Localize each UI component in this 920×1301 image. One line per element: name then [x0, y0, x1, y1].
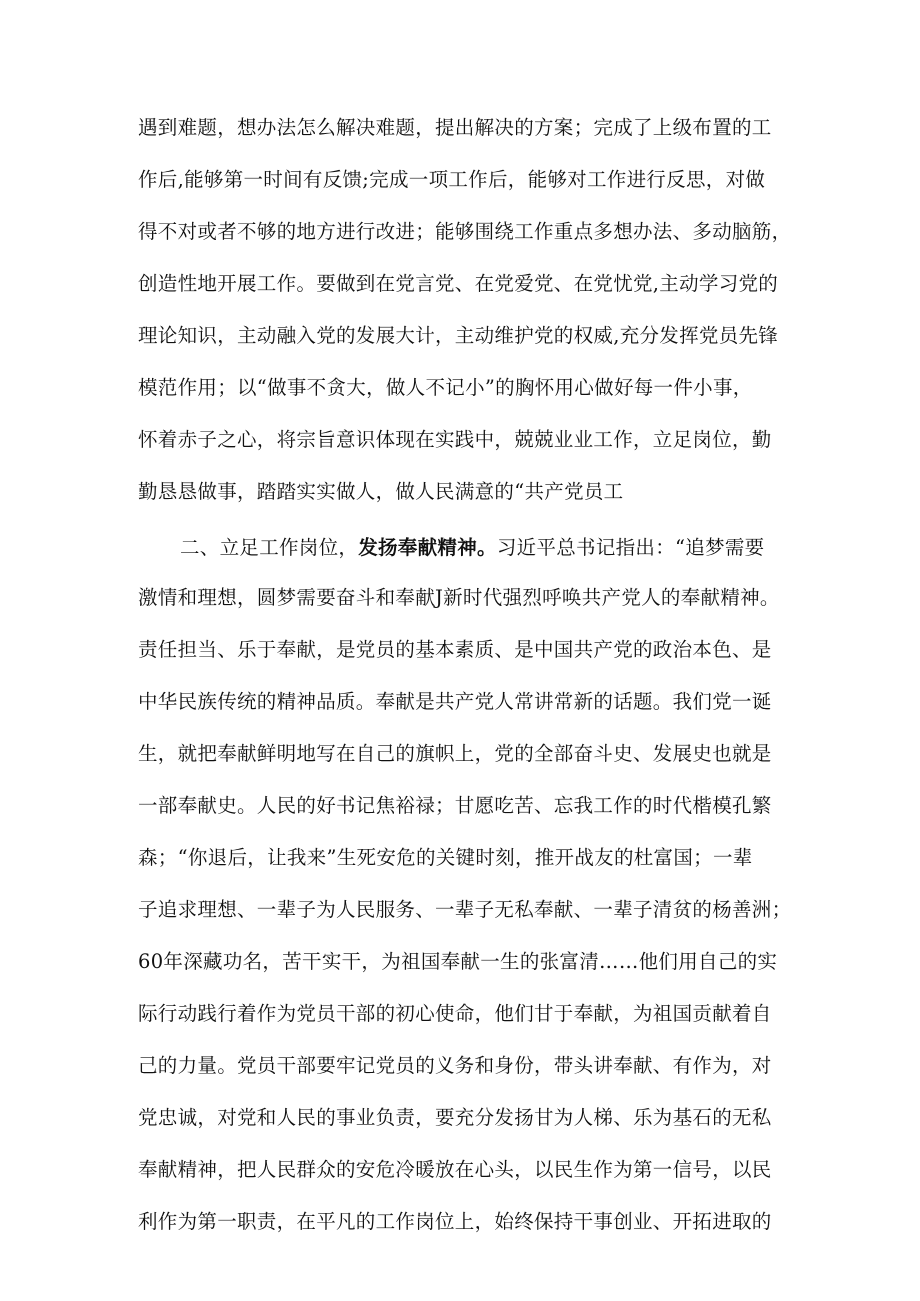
- line-text: 遇到难题，想办法怎么解决难题，提出解决的方案；完成了上级布置的工: [138, 116, 772, 139]
- text-line: [0, 892, 920, 928]
- text-line: [0, 788, 920, 824]
- text-line: [0, 944, 920, 980]
- line-text: 模范作用；以“做事不贪大，做人不记小”的胸怀用心做好每一件小事，: [138, 376, 753, 399]
- text-line: [0, 736, 920, 772]
- text-line: [0, 474, 920, 510]
- text-line: [0, 162, 920, 198]
- heading-bold-phrase: 发扬奉献精神。: [358, 536, 497, 559]
- line-text: 60年深藏功名，苦干实干，为祖国奉献一生的张富清……他们用自己的实: [138, 950, 778, 973]
- line-text: 创造性地开展工作。要做到在党言党、在党爱党、在党忧党,主动学习党的: [138, 272, 779, 295]
- line-text: 怀着赤子之心，将宗旨意识体现在实践中，兢兢业业工作，立足岗位，勤: [138, 428, 772, 451]
- text-line: [0, 110, 920, 146]
- text-line: [0, 996, 920, 1032]
- line-text: 森；“你退后，让我来”生死安危的关键时刻，推开战友的杜富国；一辈: [138, 846, 753, 869]
- line-text: 责任担当、乐于奉献，是党员的基本素质、是中国共产党的政治本色、是: [138, 638, 772, 661]
- line-text: 己的力量。党员干部要牢记党员的义务和身份，带头讲奉献、有作为，对: [138, 1054, 772, 1077]
- line-text: 奉献精神，把人民群众的安危冷暖放在心头，以民生作为第一信号，以民: [138, 1158, 772, 1181]
- text-line: [0, 370, 920, 406]
- text-line: [0, 266, 920, 302]
- line-text: 中华民族传统的精神品质。奉献是共产党人常讲常新的话题。我们党一诞: [138, 690, 772, 713]
- text-line: [0, 1152, 920, 1188]
- text-line: [0, 318, 920, 354]
- line-text: 利作为第一职责，在平凡的工作岗位上，始终保持干事创业、开拓进取的: [138, 1210, 772, 1233]
- heading-suffix: 习近平总书记指出：“追梦需要: [496, 536, 765, 559]
- text-line: [0, 1048, 920, 1084]
- line-text: 得不对或者不够的地方进行改进；能够围绕工作重点多想办法、多动脑筋，: [138, 220, 792, 243]
- line-text: 一部奉献史。人民的好书记焦裕禄；甘愿吃苦、忘我工作的时代楷模孔繁: [138, 794, 772, 817]
- section-heading-line: [180, 530, 764, 566]
- heading-prefix: 二、立足工作岗位，: [180, 536, 359, 559]
- text-line: [0, 422, 920, 458]
- line-text: 理论知识，主动融入党的发展大计，主动维护党的权威,充分发挥党员先锋: [138, 324, 779, 347]
- line-text: 激情和理想，圆梦需要奋斗和奉献J新时代强烈呼唤共产党人的奉献精神。: [138, 586, 780, 609]
- text-line: [0, 1204, 920, 1240]
- line-text: 作后,能够第一时间有反馈;完成一项工作后，能够对工作进行反思，对做: [138, 168, 766, 191]
- line-text: 子追求理想、一辈子为人民服务、一辈子无私奉献、一辈子清贫的杨善洲；: [138, 898, 792, 921]
- text-line: [0, 632, 920, 668]
- line-text: 际行动践行着作为党员干部的初心使命，他们甘于奉献，为祖国贡献着自: [138, 1002, 772, 1025]
- line-text: 党忠诚，对党和人民的事业负责，要充分发扬甘为人梯、乐为基石的无私: [138, 1106, 772, 1129]
- text-line: [0, 530, 920, 566]
- text-line: [0, 684, 920, 720]
- text-line: [0, 580, 920, 616]
- text-line: [0, 1100, 920, 1136]
- line-text: 勤恳恳做事，踏踏实实做人，做人民满意的“共产党员工: [138, 480, 624, 503]
- line-text: 生，就把奉献鲜明地写在自己的旗帜上，党的全部奋斗史、发展史也就是: [138, 742, 772, 765]
- text-line: [0, 214, 920, 250]
- text-line: [0, 840, 920, 876]
